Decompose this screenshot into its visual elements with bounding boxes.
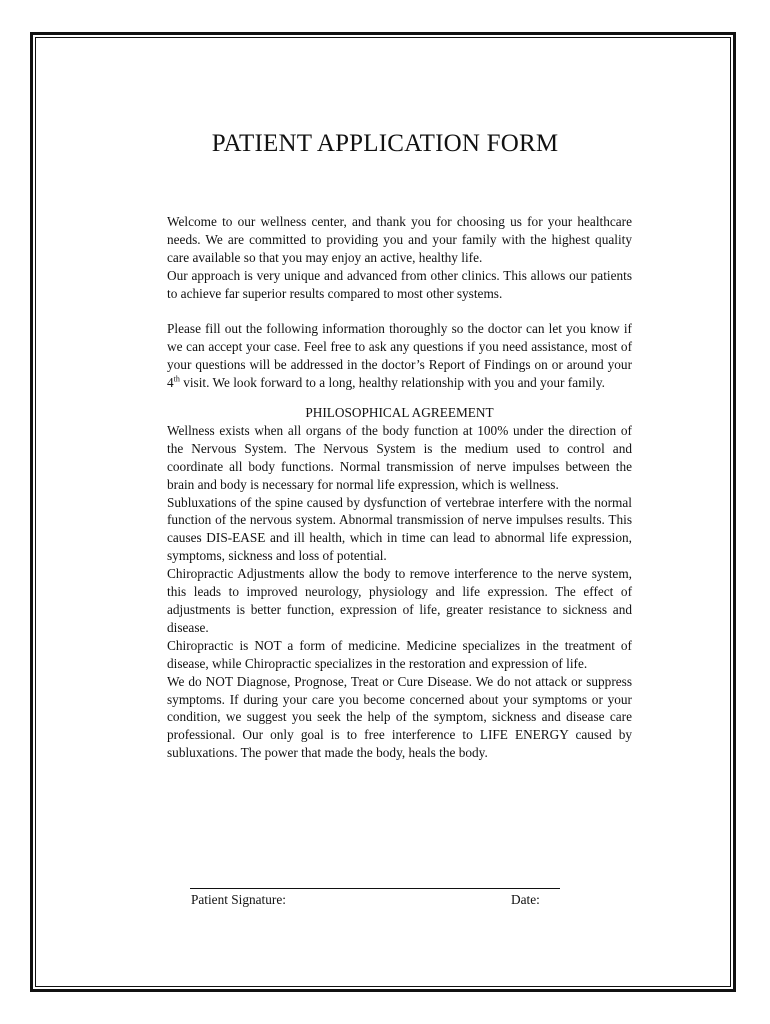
signature-line[interactable]: [190, 888, 560, 889]
patient-signature-label: Patient Signature:: [191, 892, 286, 907]
agreement-paragraph-subluxations: Subluxations of the spine caused by dysfunction of vertebrae interfere with the normal function of the nervous system. Abnormal transmission of nerve impulses results. This causes DIS-EASE and ill health, which in time can lead to abnormal life expression, symptoms, sickness and loss of potential.: [167, 494, 632, 564]
instructions-text-end: visit. We look forward to a long, healthy relationship with you and your family.: [179, 375, 605, 391]
agreement-heading: PHILOSOPHICAL AGREEMENT: [305, 405, 494, 421]
intro-paragraph-approach: Our approach is very unique and advanced from other clinics. This allows our patients to achieve far superior results compared to most other systems.: [167, 267, 632, 301]
paragraph-gap: [167, 303, 632, 321]
form-title: PATIENT APPLICATION FORM: [211, 130, 559, 157]
instructions-paragraph: [167, 320, 632, 392]
intro-paragraph-welcome: Welcome to our wellness center, and thank you for choosing us for your healthcare needs. We are committed to providing you and your family with the highest quality care available so that you may enjoy an active, healthy life.: [167, 214, 632, 265]
agreement-paragraph-wellness: Wellness exists when all organs of the body function at 100% under the direction of the Nervous System. The Nervous System is the medium used to control and coordinate all body functions. Normal transmission of nerve impulses between the brain and body is necessary for normal life expression, which is wellness.: [167, 422, 632, 492]
agreement-paragraph-not-medicine: Chiropractic is NOT a form of medicine. Medicine specializes in the treatment of disease, while Chiropractic specializes in the restoration and expression of life.: [167, 637, 632, 671]
form-body: [167, 213, 632, 762]
ordinal-superscript: th: [173, 374, 180, 384]
date-label: Date:: [511, 892, 540, 907]
instructions-text-start: Please fill out the following information thoroughly so the doctor can let you know if we can accept your case. Feel free to ask any questions if you need assistance, most of your questions will be addressed in the doctor’s Report of Findings on or around your 4: [167, 321, 632, 391]
agreement-paragraph-adjustments: Chiropractic Adjustments allow the body to remove interference to the nerve system, this leads to improved neurology, physiology and life expression. The effect of adjustments is better function, expression of life, greater resistance to sickness and disease.: [167, 566, 632, 635]
agreement-paragraph-no-diagnosis: We do NOT Diagnose, Prognose, Treat or Cure Disease. We do not attack or suppress symptoms. If during your care you become concerned about your symptoms or your condition, we suggest you seek the help of the symptom, sickness and disease care professional. Our only goal is to free interference to LIFE ENERGY caused by subluxations. The power that made the body, heals the body.: [167, 673, 632, 761]
